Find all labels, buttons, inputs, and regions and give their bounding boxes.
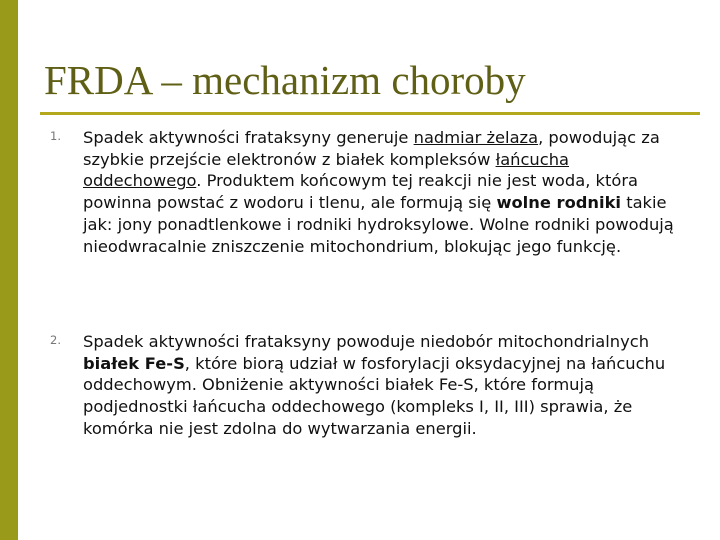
list-item-2 [50,331,690,440]
underlined-term-lancuch-oddechowy: łańcucha oddechowego [83,149,570,191]
title-underline-rule [40,112,700,115]
text-segment: , które biorą udział w fosforylacji oksydacyjnej na łańcuchu oddechowym. Obniżenie aktywności białek Fe-S, które formują podjednostki łańcucha oddechowego (kompleks I, II, III) sprawia, że komórka nie jest zdolna do wytwarzania energii. [83,353,666,438]
text-segment: . Produktem końcowym tej reakcji nie jest woda, która powinna powstać z wodoru i tlenu, ale formują się [83,171,638,213]
left-accent-bar [0,0,18,540]
bold-term-bialek-fe-s: białek Fe-S [83,353,185,373]
bold-term-wolne-rodniki: wolne rodniki [496,193,622,213]
list-number-2: 2. [50,333,61,347]
slide-title: FRDA – mechanizm choroby [44,57,526,103]
list-text-1 [83,127,690,257]
text-segment: , powodując za szybkie przejście elektronów z białek kompleksów [83,128,660,169]
list-text-2 [83,331,690,440]
text-segment: Spadek aktywności frataksyny generuje [83,128,414,147]
underlined-term-nadmiar-zelaza: nadmiar żelaza [413,128,539,147]
list-item-1 [50,127,690,257]
text-segment: Spadek aktywności frataksyny powoduje niedobór mitochondrialnych [83,332,650,351]
text-segment: takie jak: jony ponadtlenkowe i rodniki hydroksylowe. Wolne rodniki powodują nieodwracalnie zniszczenie mitochondrium, blokując jego funkcję. [83,193,674,256]
list-number-1: 1. [50,129,61,143]
